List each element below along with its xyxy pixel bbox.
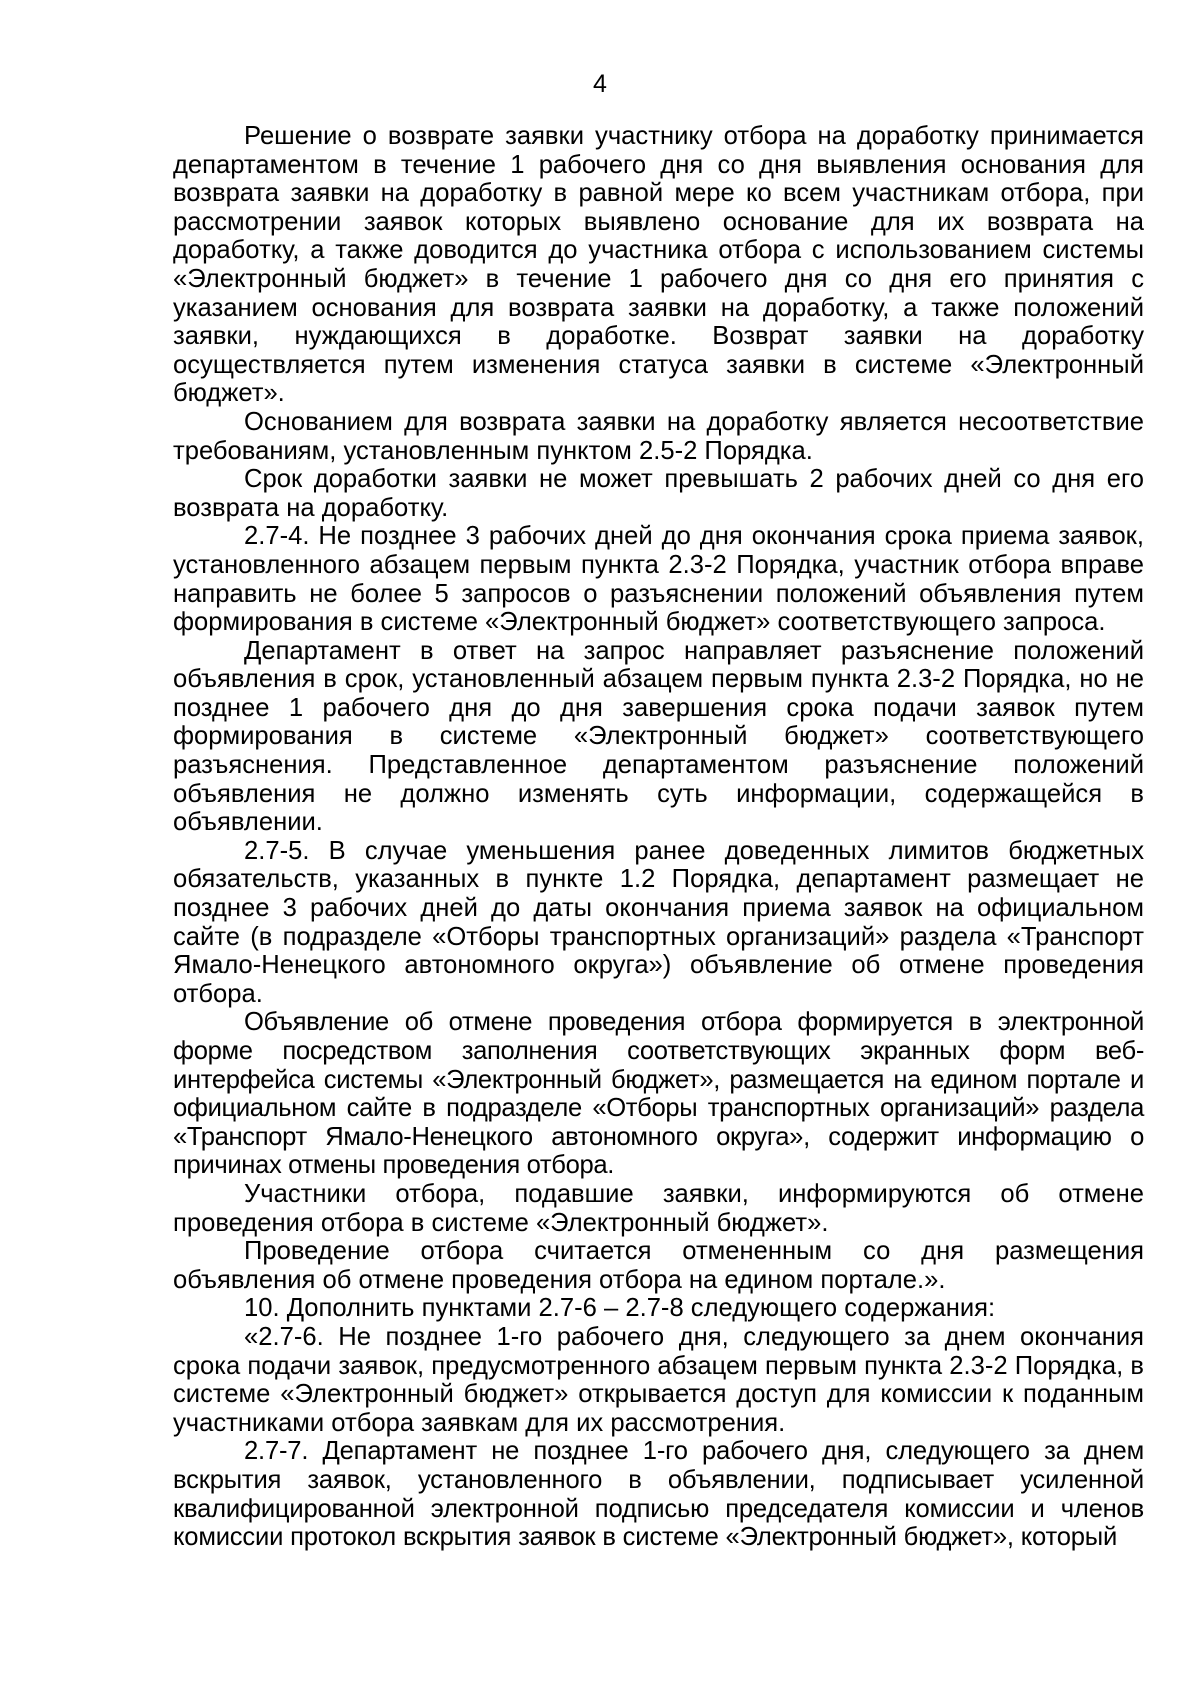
paragraph-participants-informed: Участники отбора, подавшие заявки, информируются об отмене проведения отбора в системе «Электронный бюджет». [173, 1179, 1144, 1237]
paragraph-cancellation-effective: Проведение отбора считается отмененным со дня размещения объявления об отмене проведения отбора на едином портале.». [173, 1237, 1144, 1294]
paragraph-2-7-6: «2.7-6. Не позднее 1-го рабочего дня, следующего за днем окончания срока подачи заявок, предусмотренного абзацем первым пункта 2.3-2 Порядка, в системе «Электронный бюджет» открывается доступ для комиссии к поданным участниками отбора заявкам для их рассмотрения. [173, 1322, 1144, 1437]
paragraph-return-grounds: Основанием для возврата заявки на доработку является несоответствие требованиям, установленным пунктом 2.5-2 Порядка. [173, 407, 1144, 465]
document-body [173, 122, 1144, 1552]
page-number: 4 [593, 70, 607, 98]
paragraph-department-response: Департамент в ответ на запрос направляет разъяснение положений объявления в срок, установленный абзацем первым пункта 2.3-2 Порядка, но не позднее 1 рабочего дня до дня завершения срока подачи заявок путем формирования в системе «Электронный бюджет» соответствующего разъяснения. Представленное департаментом разъяснение положений объявления не должно изменять суть информации, содержащейся в объявлении. [173, 636, 1144, 837]
paragraph-return-decision: Решение о возврате заявки участнику отбора на доработку принимается департаментом в течение 1 рабочего дня со дня выявления основания для возврата заявки на доработку в равной мере ко всем участникам отбора, при рассмотрении заявок которых выявлено основание для их возврата на доработку, а также доводится до участника отбора с использованием системы «Электронный бюджет» в течение 1 рабочего дня со дня его принятия с указанием основания для возврата заявки на доработку, а также положений заявки, нуждающихся в доработке. Возврат заявки на доработку осуществляется путем изменения статуса заявки в системе «Электронный бюджет». [173, 122, 1144, 408]
paragraph-2-7-7: 2.7-7. Департамент не позднее 1-го рабочего дня, следующего за днем вскрытия заявок, установленного в объявлении, подписывает усиленной квалифицированной электронной подписью председателя комиссии и членов комиссии протокол вскрытия заявок в системе «Электронный бюджет», который [173, 1437, 1144, 1552]
paragraph-revision-term: Срок доработки заявки не может превышать 2 рабочих дней со дня его возврата на доработку. [173, 465, 1144, 522]
paragraph-2-7-4: 2.7-4. Не позднее 3 рабочих дней до дня окончания срока приема заявок, установленного абзацем первым пункта 2.3-2 Порядка, участник отбора вправе направить не более 5 запросов о разъяснении положений объявления путем формирования в системе «Электронный бюджет» соответствующего запроса. [173, 522, 1144, 637]
paragraph-2-7-5: 2.7-5. В случае уменьшения ранее доведенных лимитов бюджетных обязательств, указанных в пункте 1.2 Порядка, департамент размещает не позднее 3 рабочих дней до даты окончания приема заявок на официальном сайте (в подразделе «Отборы транспортных организаций» раздела «Транспорт Ямало-Ненецкого автономного округа») объявление об отмене проведения отбора. [173, 836, 1144, 1008]
paragraph-cancellation-notice: Объявление об отмене проведения отбора формируется в электронной форме посредством заполнения соответствующих экранных форм веб-интерфейса системы «Электронный бюджет», размещается на едином портале и официальном сайте в подразделе «Отборы транспортных организаций» раздела «Транспорт Ямало-Ненецкого автономного округа», содержит информацию о причинах отмены проведения отбора. [173, 1008, 1144, 1180]
paragraph-item-10: 10. Дополнить пунктами 2.7-6 – 2.7-8 следующего содержания: [244, 1294, 996, 1323]
